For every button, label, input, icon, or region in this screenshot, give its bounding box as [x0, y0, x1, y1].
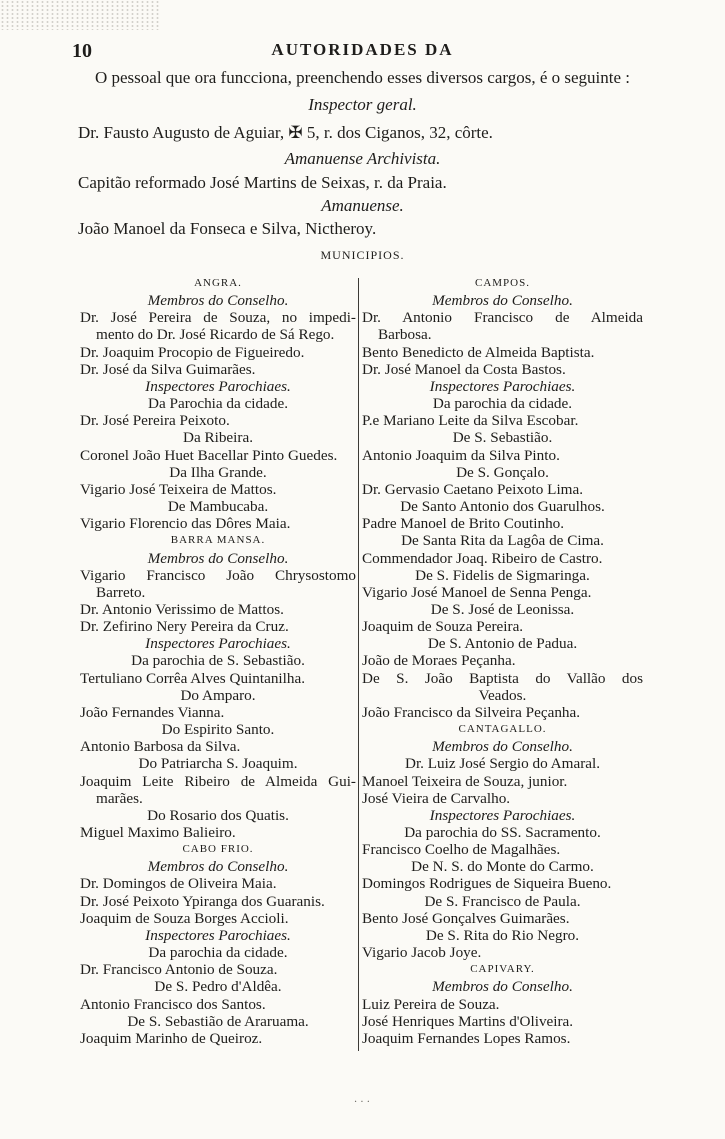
parish-label: Da parochia da cidade. — [148, 944, 288, 962]
person-entry: Miguel Maximo Balieiro. — [80, 824, 236, 841]
person-entry: Dr. Gervasio Caetano Peixoto Lima. — [362, 480, 584, 498]
section-subheading: Inspectores Parochiaes. — [145, 926, 291, 944]
person-entry: Commendador Joaq. Ribeiro de Castro. — [362, 549, 603, 567]
parish-label: Do Amparo. — [180, 686, 256, 704]
municipality-heading: CAMPOS. — [475, 277, 530, 289]
parish-label: Da Ilha Grande. — [169, 463, 267, 481]
person-entry: Antonio Joaquim da Silva Pinto. — [362, 446, 560, 464]
amanuense-name: João Manoel da Fonseca e Silva, Nictheroy. — [78, 219, 377, 238]
section-subheading: Membros do Conselho. — [432, 978, 573, 996]
municipality-heading: BARRA MANSA. — [170, 534, 266, 547]
person-entry: Dr. Zefirino Nery Pereira da Cruz. — [80, 618, 289, 636]
parish-label: De Santa Rita da Lagôa de Cima. — [401, 532, 604, 550]
parish-label: De S. Pedro d'Aldêa. — [154, 978, 282, 996]
parish-label: De S. Fidelis de Sigmaringa. — [415, 566, 590, 584]
parish-label: De S. Sebastião. — [452, 429, 553, 447]
person-entry: Vigario Jacob Joye. — [362, 944, 482, 962]
person-entry-continuation: Barbosa. — [378, 326, 432, 344]
person-entry: Vigario José Manoel de Senna Penga. — [362, 583, 592, 601]
inspector-name: Dr. Fausto Augusto de Aguiar, ✠ 5, r. dos Ciganos, 32, côrte. — [78, 123, 493, 142]
person-entry: Dr. Francisco Antonio de Souza. — [80, 961, 278, 979]
person-entry: José Vieira de Carvalho. — [362, 789, 511, 807]
person-entry-continuation: mento do Dr. José Ricardo de Sá Rego. — [96, 326, 335, 344]
parish-label: Da Ribeira. — [182, 429, 253, 447]
person-entry: Joaquim Marinho de Queiroz. — [80, 1029, 263, 1047]
parish-label: De N. S. do Monte do Carmo. — [411, 858, 594, 876]
municipality-heading: CAPIVARY. — [470, 963, 535, 976]
section-subheading: Membros do Conselho. — [432, 292, 573, 310]
person-entry: Dr. José Peixoto Ypiranga dos Guaranis. — [80, 892, 325, 910]
right-column — [362, 275, 643, 1047]
print-speckle-decoration — [0, 0, 160, 30]
person-entry: Joaquim de Souza Pereira. — [362, 618, 524, 636]
municipality-heading: ANGRA. — [194, 277, 242, 289]
archivist-name: Capitão reformado José Martins de Seixas, r. da Praia. — [78, 173, 447, 192]
person-entry: P.e Mariano Leite da Silva Escobar. — [362, 412, 579, 430]
section-subheading: Membros do Conselho. — [432, 738, 573, 756]
person-entry: Dr. José Pereira Peixoto. — [80, 412, 230, 430]
parish-label: Veados. — [478, 686, 527, 704]
person-entry: Tertuliano Corrêa Alves Quintanilha. — [80, 669, 306, 687]
parish-label: Do Espirito Santo. — [161, 721, 275, 739]
municipality-heading: CABO FRIO. — [182, 843, 254, 856]
person-entry: Manoel Teixeira de Souza, junior. — [362, 772, 568, 790]
parish-label: De S. Sebastião de Araruama. — [127, 1012, 309, 1030]
person-entry: Bento José Gonçalves Guimarães. — [362, 909, 570, 927]
person-entry: Dr. José da Silva Guimarães. — [80, 360, 256, 378]
person-entry: Luiz Pereira de Souza. — [362, 995, 500, 1013]
person-entry: Vigario Florencio das Dôres Maia. — [80, 515, 291, 533]
parish-label: Da parochia da cidade. — [432, 395, 573, 413]
person-entry: Antonio Barbosa da Silva. — [80, 738, 241, 756]
person-entry: Vigario José Teixeira de Mattos. — [80, 480, 277, 498]
parish-label: Da Parochia da cidade. — [148, 395, 288, 413]
person-entry-continuation: Barreto. — [96, 583, 146, 601]
section-subheading: Inspectores Parochiaes. — [145, 377, 291, 395]
parish-label: De S. José de Leonissa. — [430, 600, 575, 618]
section-subheading: Membros do Conselho. — [147, 549, 289, 567]
person-entry: Bento Benedicto de Almeida Baptista. — [362, 343, 595, 361]
section-subheading: Inspectores Parochiaes. — [145, 635, 291, 653]
parish-label: De S. Rita do Rio Negro. — [425, 926, 580, 944]
section-subheading: Membros do Conselho. — [147, 858, 289, 876]
parish-label: Dr. Luiz José Sergio do Amaral. — [404, 755, 601, 773]
parish-label: Da parochia de S. Sebastião. — [131, 652, 305, 670]
person-entry: João Francisco da Silveira Peçanha. — [362, 703, 581, 721]
running-head: AUTORIDADES DA — [271, 40, 454, 59]
person-entry: Dr. Domingos de Oliveira Maia. — [80, 875, 277, 893]
column-divider — [358, 278, 359, 1051]
section-subheading: Membros do Conselho. — [147, 292, 289, 310]
section-subheading: Inspectores Parochiaes. — [429, 377, 576, 395]
person-entry: Dr. José Manoel da Costa Bastos. — [362, 360, 566, 378]
person-entry: Domingos Rodrigues de Siqueira Bueno. — [362, 875, 612, 893]
municipality-heading: CANTAGALLO. — [458, 723, 547, 736]
page-number: 10 — [72, 40, 92, 62]
parish-label: Do Patriarcha S. Joaquim. — [138, 755, 298, 773]
parish-label: De S. Antonio de Padua. — [427, 635, 578, 653]
person-entry: Padre Manoel de Brito Coutinho. — [362, 515, 565, 533]
left-column — [80, 275, 356, 1047]
person-entry-continuation: marães. — [96, 789, 143, 807]
person-entry: Dr. José Pereira de Souza, no impedi- — [80, 309, 356, 327]
person-entry: Joaquim de Souza Borges Accioli. — [80, 909, 289, 927]
footer-mark: · · · — [354, 1097, 370, 1108]
parish-label: De Santo Antonio dos Guarulhos. — [400, 498, 605, 516]
person-entry: Joaquim Fernandes Lopes Ramos. — [362, 1029, 571, 1047]
intro-line: O pessoal que ora funcciona, preenchendo esses diversos cargos, é o seguinte : — [94, 68, 631, 87]
person-entry: De S. João Baptista do Vallão dos — [362, 669, 643, 687]
person-entry: Francisco Coelho de Magalhães. — [362, 841, 561, 859]
person-entry: Dr. Antonio Francisco de Almeida — [362, 309, 643, 327]
archivist-title: Amanuense Archivista. — [284, 149, 441, 168]
amanuense-title: Amanuense. — [321, 196, 404, 215]
municipios-heading: MUNICIPIOS. — [320, 248, 405, 262]
person-entry: José Henriques Martins d'Oliveira. — [362, 1012, 574, 1030]
person-entry: Vigario Francisco João Chrysostomo — [80, 566, 356, 584]
person-entry: Antonio Francisco dos Santos. — [80, 995, 266, 1013]
person-entry: Joaquim Leite Ribeiro de Almeida Gui- — [80, 772, 356, 790]
parish-label: De S. Gonçalo. — [456, 463, 549, 481]
person-entry: João Fernandes Vianna. — [80, 703, 225, 721]
person-entry: Dr. Antonio Verissimo de Mattos. — [80, 600, 284, 618]
parish-label: Do Rosario dos Quatis. — [147, 806, 289, 824]
person-entry: Dr. Joaquim Procopio de Figueiredo. — [80, 343, 305, 361]
parish-label: De S. Francisco de Paula. — [424, 892, 581, 910]
parish-label: De Mambucaba. — [167, 498, 269, 516]
section-subheading: Inspectores Parochiaes. — [429, 806, 576, 824]
person-entry: Coronel João Huet Bacellar Pinto Guedes. — [80, 446, 338, 464]
person-entry: João de Moraes Peçanha. — [362, 652, 516, 670]
inspector-title: Inspector geral. — [308, 95, 417, 114]
parish-label: Da parochia do SS. Sacramento. — [404, 824, 601, 841]
